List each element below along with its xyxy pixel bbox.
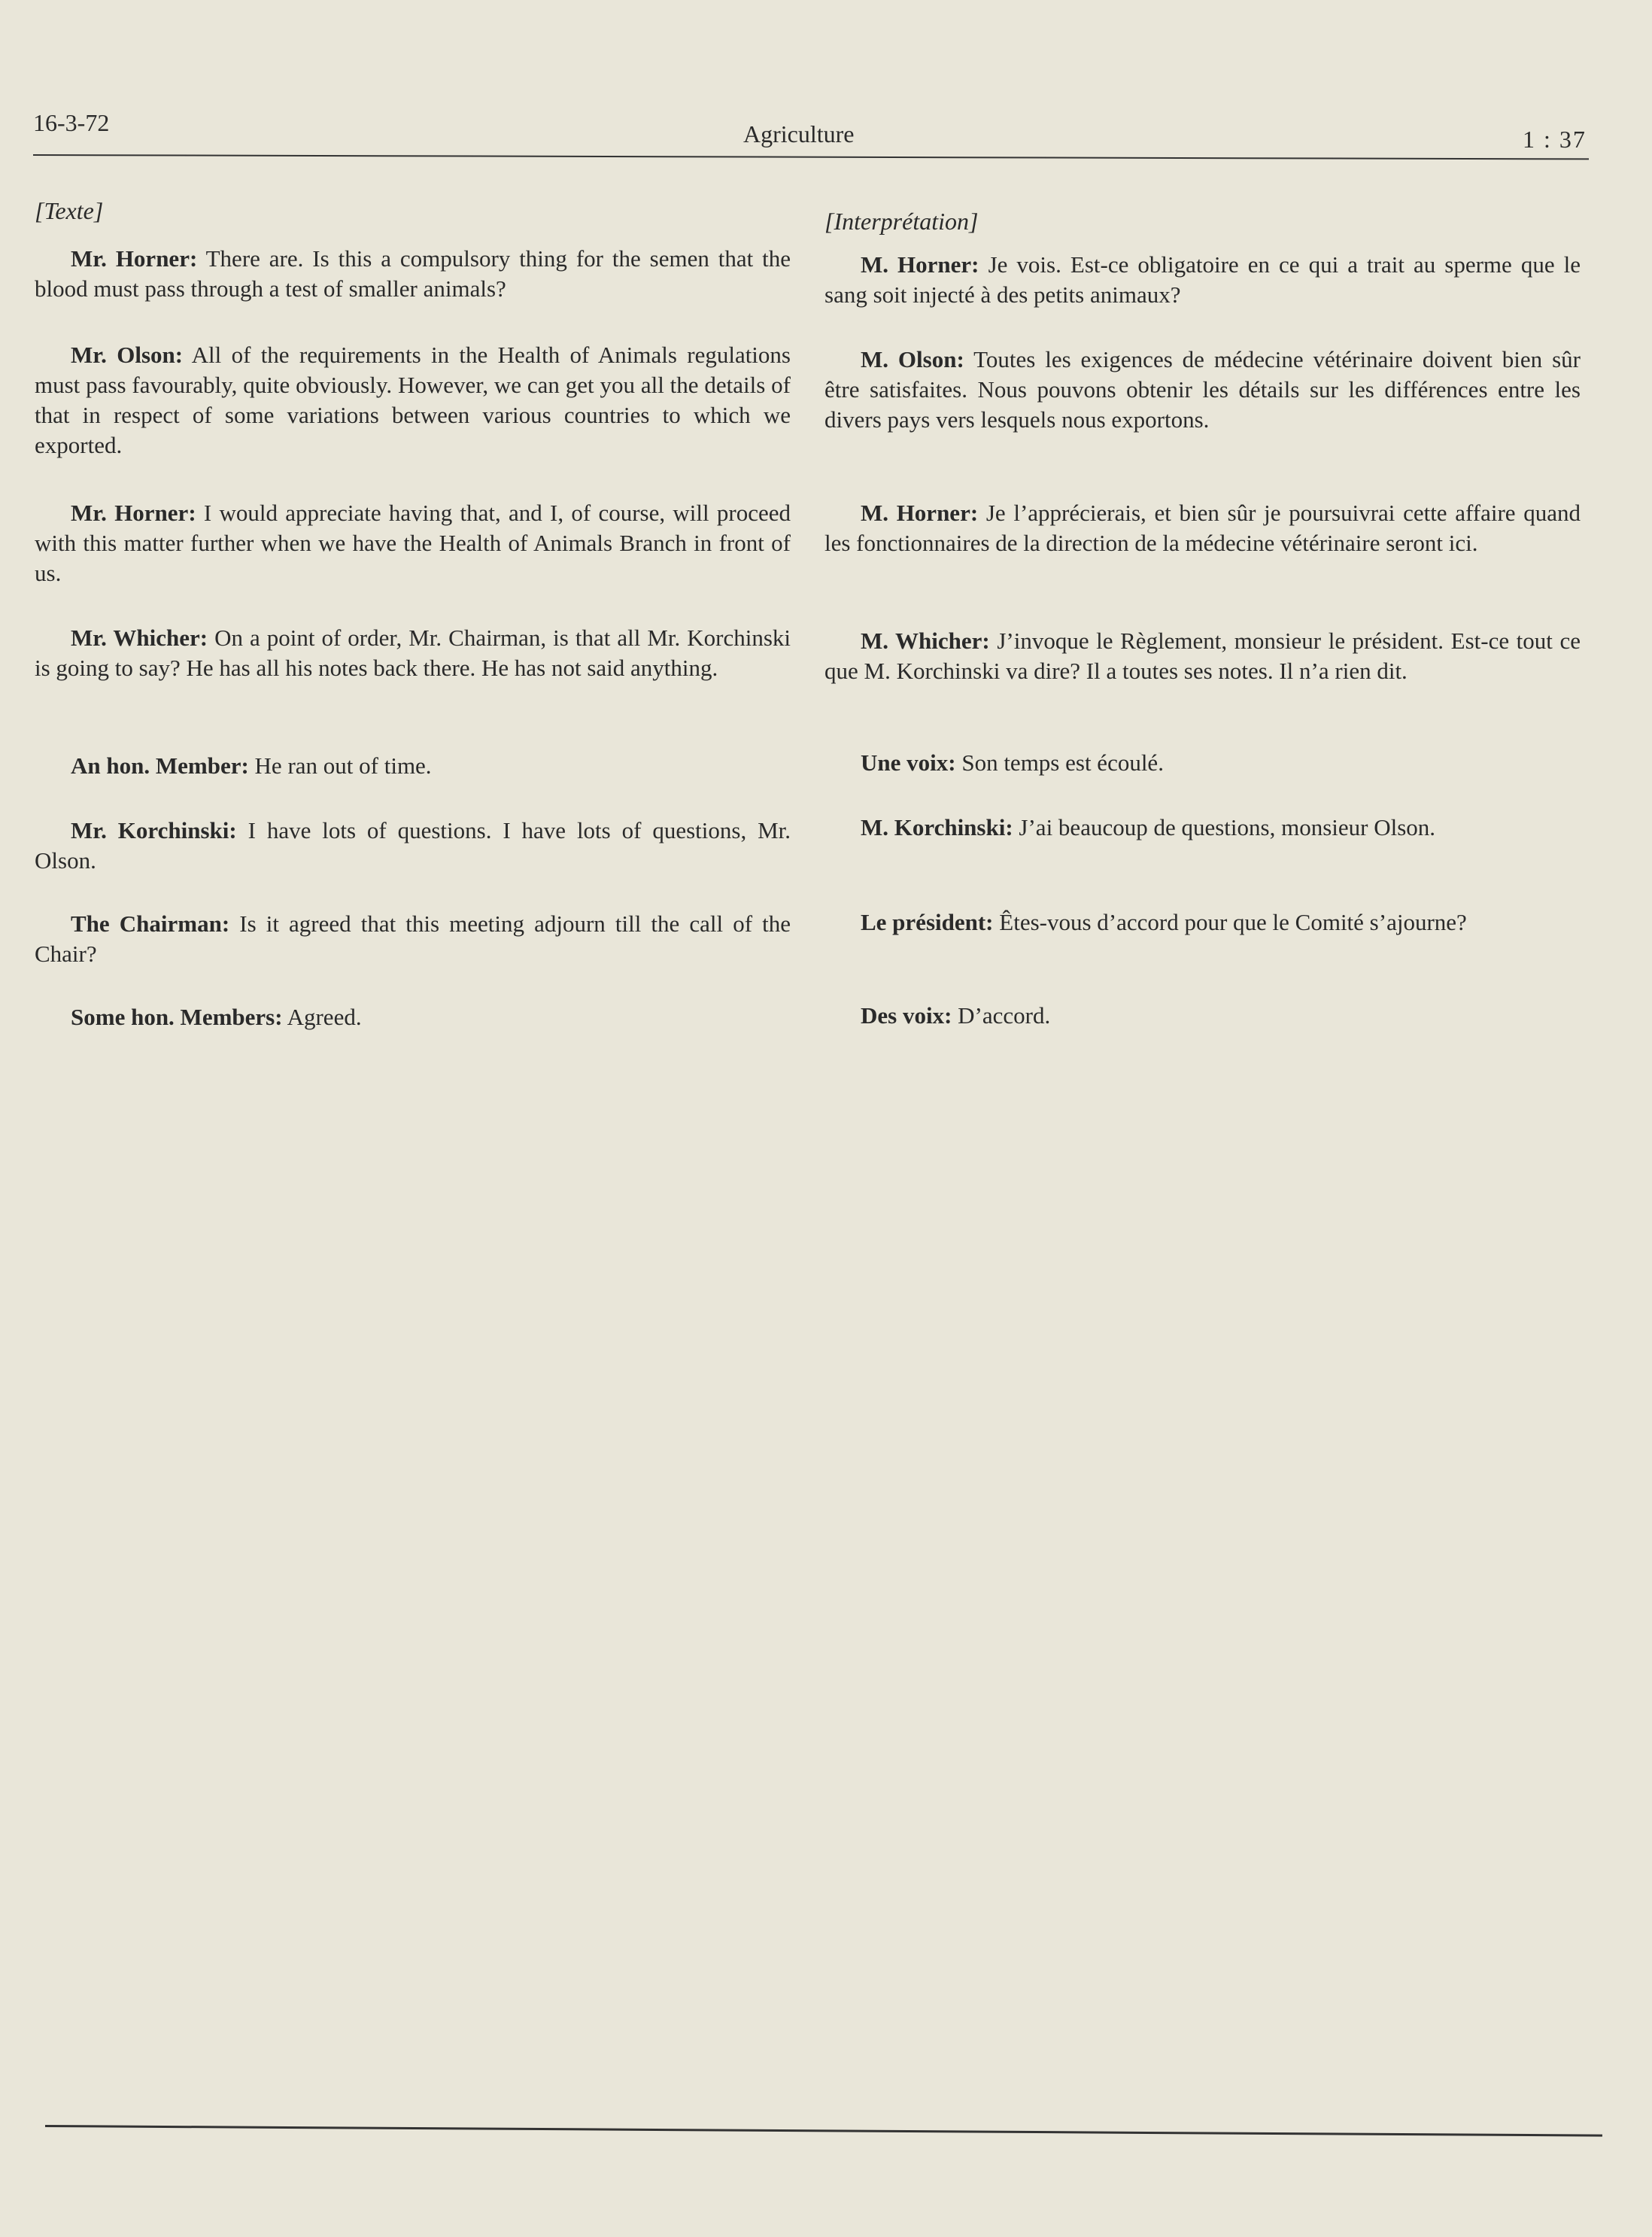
speech-entry: [824, 1001, 1581, 1031]
speech-entry: [35, 498, 791, 588]
speaker-name: Mr. Olson:: [71, 342, 184, 368]
speech-text: He ran out of time.: [254, 752, 432, 779]
speech-text: J’invoque le Règlement, monsieur le président. Est-ce tout ce que M. Korchinski va dire? Il a toutes ses notes. Il n’a rien dit.: [824, 628, 1581, 684]
speech-entry: [824, 907, 1581, 938]
speech-text: All of the requirements in the Health of Animals regulations must pass favourably, quite obviously. However, we can get you all the details of that in respect of some variations between various countries to which we exported.: [35, 342, 791, 458]
speech-entry: [824, 748, 1581, 778]
speaker-name: An hon. Member:: [71, 752, 249, 779]
speech-entry: [35, 1002, 791, 1032]
header-title: Agriculture: [743, 120, 855, 147]
speaker-name: Le président:: [861, 909, 994, 935]
speech-text: D’accord.: [958, 1002, 1051, 1029]
header-page-number: 1 : 37: [1523, 126, 1587, 153]
speech-text: There are. Is this a compulsory thing for the semen that the blood must pass through a test of smaller animals?: [35, 245, 791, 302]
speaker-name: M. Horner:: [861, 251, 979, 278]
speech-text: I would appreciate having that, and I, of course, will proceed with this matter further when we have the Health of Animals Branch in front of us.: [35, 500, 791, 586]
speech-entry: [824, 626, 1581, 686]
speech-text: Êtes-vous d’accord pour que le Comité s’ajourne?: [999, 909, 1467, 935]
speech-text: On a point of order, Mr. Chairman, is that all Mr. Korchinski is going to say? He has all his notes back there. He has not said anything.: [35, 625, 791, 681]
speech-entry: [35, 909, 791, 969]
speech-text: I have lots of questions. I have lots of questions, Mr. Olson.: [35, 817, 791, 874]
french-column: [824, 197, 1581, 1029]
speech-text: Je l’apprécierais, et bien sûr je poursuivrai cette affaire quand les fonctionnaires de la direction de la médecine vétérinaire seront ici.: [824, 500, 1581, 556]
speaker-name: The Chairman:: [71, 910, 230, 937]
footer-rule: [45, 2125, 1602, 2137]
speaker-name: Des voix:: [861, 1002, 952, 1029]
speech-text: Agreed.: [287, 1004, 362, 1030]
header-rule: [33, 154, 1589, 160]
speech-text: Je vois. Est-ce obligatoire en ce qui a trait au sperme que le sang soit injecté à des petits animaux?: [824, 251, 1581, 308]
speech-entry: [35, 623, 791, 683]
english-column: [35, 197, 791, 1030]
speech-text: J’ai beaucoup de questions, monsieur Olson.: [1019, 814, 1436, 840]
speech-entry: [35, 244, 791, 304]
header-date: 16-3-72: [33, 109, 110, 136]
speaker-name: M. Korchinski:: [861, 814, 1013, 840]
speaker-name: Mr. Korchinski:: [71, 817, 237, 843]
speech-entry: [824, 498, 1581, 558]
speech-entry: [35, 340, 791, 460]
speaker-name: Une voix:: [861, 749, 956, 776]
speech-text: Toutes les exigences de médecine vétérinaire doivent bien sûr être satisfaites. Nous pouvons obtenir les détails sur les différences entre les divers pays vers lesquels nous exportons.: [824, 346, 1581, 433]
speech-entry: [824, 813, 1581, 843]
speech-entry: [824, 345, 1581, 435]
speaker-name: Mr. Horner:: [71, 500, 196, 526]
speaker-name: M. Whicher:: [861, 628, 990, 654]
speaker-name: Mr. Whicher:: [71, 625, 208, 651]
speaker-name: M. Olson:: [861, 346, 964, 372]
speech-entry: [35, 751, 791, 781]
speech-text: Son temps est écoulé.: [961, 749, 1164, 776]
speech-entry: [824, 250, 1581, 310]
speech-text: Is it agreed that this meeting adjourn till the call of the Chair?: [35, 910, 791, 967]
speaker-name: Mr. Horner:: [71, 245, 198, 272]
speaker-name: Some hon. Members:: [71, 1004, 283, 1030]
speech-entry: [35, 816, 791, 876]
language-label: [Interprétation]: [824, 208, 979, 235]
speaker-name: M. Horner:: [861, 500, 979, 526]
language-label: [Texte]: [35, 197, 104, 224]
